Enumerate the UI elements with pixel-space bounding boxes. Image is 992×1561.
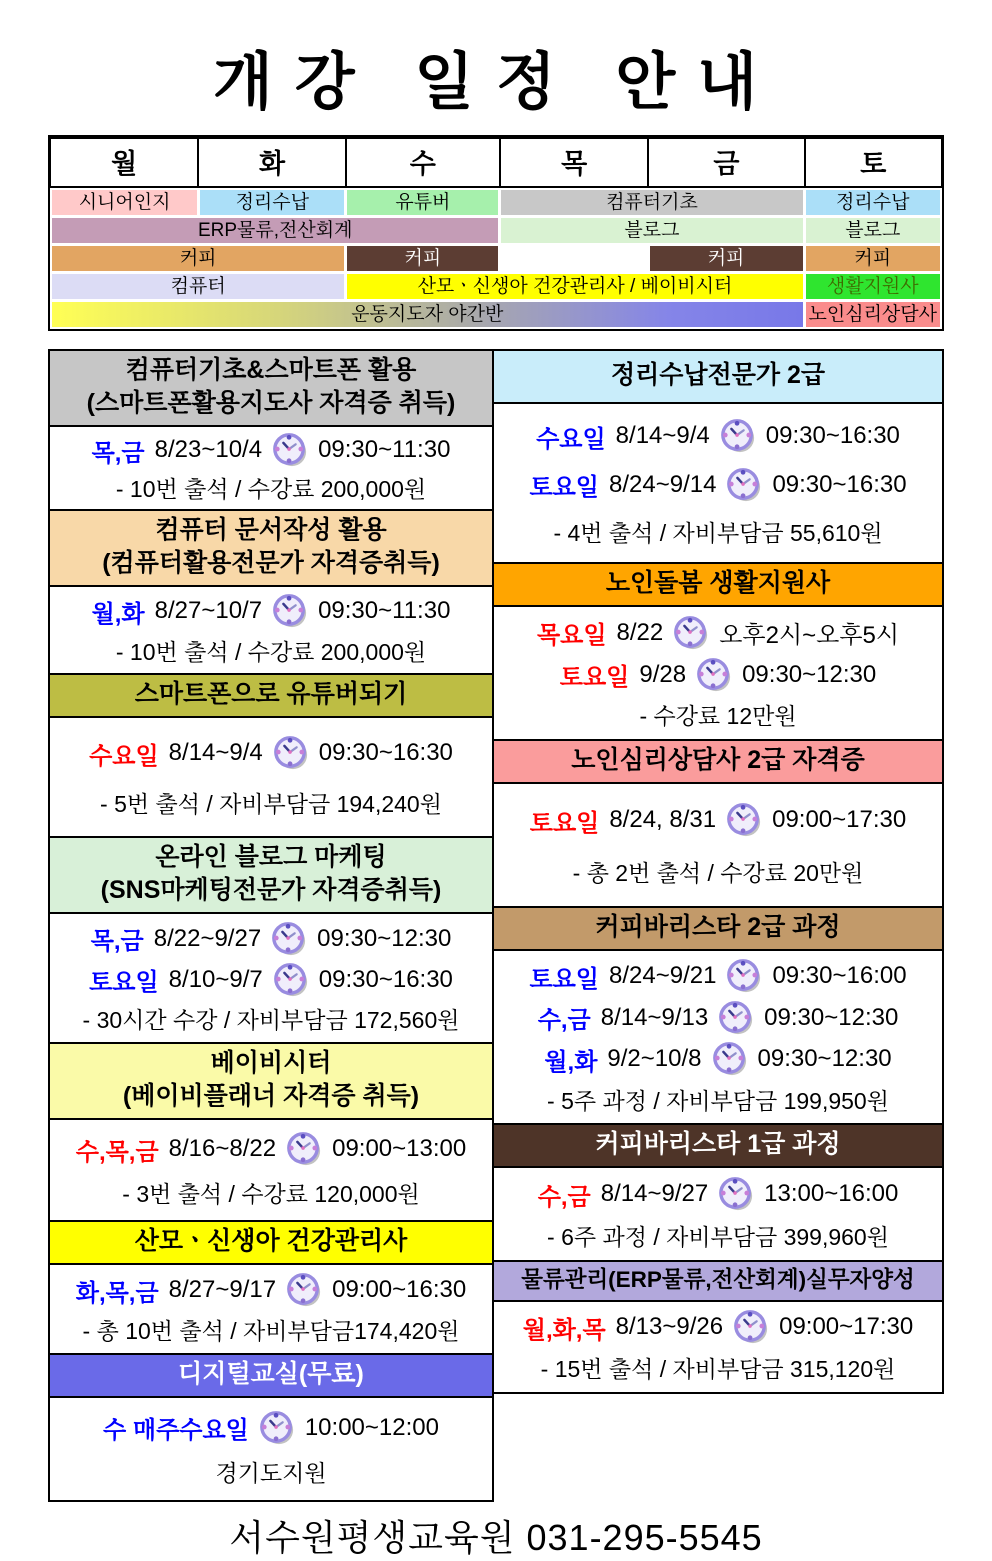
schedule-days: 월,화: [91, 600, 145, 628]
card-logistics-erp: [492, 1260, 944, 1394]
page-title: 개강 일정 안내: [212, 49, 780, 117]
schedule-time: 09:30~16:00: [772, 962, 907, 990]
course-title: 산모ㆍ신생아 건강관리사: [134, 1227, 408, 1255]
course-title: 정리수납전문가 2급: [610, 361, 826, 389]
course-title: 노인심리상담사 2급 자격증: [571, 746, 865, 774]
schedule-date: 8/23~10/4: [154, 436, 263, 463]
week-cell-postnatal-babysitter: 산모ㆍ신생아 건강관리사 / 베이비시터: [347, 274, 802, 299]
schedule-row: [498, 1309, 938, 1345]
schedule-days: 수요일: [89, 742, 159, 770]
schedule-row: [498, 657, 938, 693]
card-online-blog-marketing: [48, 836, 494, 1044]
schedule-date: 8/14~9/27: [600, 1180, 709, 1208]
card-smartphone-youtuber: [48, 673, 494, 838]
schedule-date: 9/28: [639, 660, 687, 688]
course-note: - 10번 출석 / 수강료 200,000원: [115, 476, 427, 502]
schedule-row: [498, 802, 938, 838]
week-cell-coffee-fri: 커피: [650, 246, 803, 271]
card-senior-psych-counselor: [492, 739, 944, 908]
card-computer-basic-smartphone: [48, 349, 494, 511]
course-note: 경기도지원: [215, 1460, 327, 1487]
course-header: [494, 908, 942, 951]
schedule-date: 8/27~9/17: [168, 1276, 277, 1303]
course-header: [50, 351, 492, 427]
week-cell-erp: ERP물류,전산회계: [52, 218, 498, 243]
clock-icon: [272, 593, 308, 629]
week-cell-blog-sat: 블로그: [806, 218, 940, 243]
schedule-days: 목,금: [90, 928, 144, 956]
card-computer-docs: [48, 509, 494, 675]
week-cell-coffee-sat: 커피: [806, 246, 940, 271]
day-header-thu: 목: [500, 137, 648, 188]
course-title: 물류관리(ERP물류,전산회계)실무자양성: [521, 1267, 915, 1292]
card-organizing-expert: [492, 349, 944, 564]
schedule-days: 수 매주수요일: [103, 1417, 249, 1445]
schedule-row: [498, 615, 938, 651]
card-postnatal-caregiver: [48, 1220, 494, 1355]
schedule-date: 8/24, 8/31: [609, 806, 717, 834]
course-header: [50, 1044, 492, 1120]
week-row-3: [52, 246, 940, 271]
schedule-row: [54, 1131, 488, 1167]
course-header: [494, 1125, 942, 1168]
schedule-row: [54, 593, 488, 629]
schedule-row: [498, 958, 938, 994]
card-coffee-barista-2: [492, 906, 944, 1125]
schedule-days: 수,금: [537, 1183, 591, 1211]
clock-icon: [286, 1272, 322, 1308]
schedule-date: 8/13~9/26: [615, 1313, 724, 1341]
schedule-date: 8/24~9/21: [609, 962, 717, 990]
week-row-1: [52, 190, 940, 215]
schedule-time: 09:30~11:30: [318, 597, 451, 625]
schedule-date: 8/14~9/13: [600, 1003, 709, 1031]
day-header-sat: 토: [805, 137, 942, 188]
schedule-time: 13:00~16:00: [764, 1180, 899, 1208]
schedule-time: 09:00~17:30: [779, 1313, 914, 1341]
day-header-tue: 화: [198, 137, 345, 188]
schedule-row: [498, 1000, 938, 1036]
course-note: - 수강료 12만원: [639, 703, 797, 730]
day-header-mon: 월: [50, 137, 198, 188]
week-schedule-table: [48, 135, 944, 331]
schedule-time: 09:30~12:30: [757, 1045, 892, 1073]
week-cell-computer-basic: 컴퓨터기초: [501, 190, 802, 215]
course-header: [494, 351, 942, 404]
right-column: [492, 349, 944, 1394]
course-subtitle: (컴퓨터활용전문가 자격증취득): [102, 549, 440, 577]
week-cell-organizing-sat: 정리수납: [806, 190, 940, 215]
schedule-time: 09:30~11:30: [318, 436, 451, 463]
course-header: [50, 1222, 492, 1265]
course-note: - 15번 출석 / 자비부담금 315,120원: [540, 1356, 896, 1382]
course-title: 디지털교실(무료): [178, 1360, 364, 1388]
schedule-row: [498, 1176, 938, 1212]
clock-icon: [271, 921, 307, 957]
clock-icon: [273, 735, 309, 771]
schedule-days: 토요일: [559, 664, 630, 691]
clock-icon: [286, 1131, 322, 1167]
schedule-days: 수,목,금: [75, 1138, 159, 1166]
week-cell-computer: 컴퓨터: [52, 274, 344, 299]
left-column: [48, 349, 494, 1502]
week-cell-senior-counselor: 노인심리상담사: [806, 302, 940, 327]
course-title: 베이비시터: [210, 1049, 332, 1077]
schedule-row: [498, 418, 938, 454]
course-header: [50, 838, 492, 914]
clock-icon: [273, 962, 309, 998]
course-header: [50, 1355, 492, 1398]
course-note: - 총 2번 출석 / 수강료 20만원: [572, 859, 864, 886]
week-body: [50, 188, 942, 329]
week-cell-coffee-wed: 커피: [347, 246, 498, 271]
schedule-row: [54, 432, 488, 468]
course-title: 커피바리스타 2급 과정: [595, 913, 841, 941]
course-note: - 5번 출석 / 자비부담금 194,240원: [100, 791, 442, 817]
schedule-days: 월,화: [544, 1048, 598, 1076]
week-cell-exercise-night: 운동지도자 야간반: [52, 302, 803, 327]
card-babysitter: [48, 1042, 494, 1222]
schedule-row: [498, 1041, 938, 1077]
card-digital-class-free: [48, 1353, 494, 1502]
course-note: - 4번 출석 / 자비부담금 55,610원: [553, 519, 883, 546]
clock-icon: [259, 1410, 295, 1446]
schedule-date: 8/24~9/14: [609, 470, 717, 498]
schedule-row: [498, 467, 938, 503]
course-title: 커피바리스타 1급 과정: [595, 1130, 841, 1158]
week-cell-senior: 시니어인지: [52, 190, 197, 215]
schedule-days: 목요일: [536, 622, 607, 650]
schedule-row: [54, 735, 488, 771]
course-subtitle: (SNS마케팅전문가 자격증취득): [100, 876, 442, 904]
course-cards: [48, 349, 944, 1502]
clock-icon: [712, 1041, 748, 1077]
course-title: 노인돌봄 생활지원사: [605, 569, 831, 597]
schedule-date: 8/27~10/7: [154, 597, 263, 625]
schedule-time: 10:00~12:00: [304, 1413, 439, 1441]
schedule-time: 09:00~17:30: [772, 806, 907, 834]
course-title: 컴퓨터 문서작성 활용: [155, 516, 387, 544]
day-header-wed: 수: [346, 137, 500, 188]
course-header: [494, 741, 942, 784]
week-row-2: [52, 218, 940, 243]
schedule-time: 09:30~16:30: [772, 470, 907, 498]
schedule-date: 8/14~9/4: [168, 739, 263, 766]
clock-icon: [718, 1000, 754, 1036]
course-header: [50, 511, 492, 587]
schedule-date: 8/22: [616, 618, 664, 646]
schedule-date: 8/22~9/27: [153, 924, 262, 952]
schedule-days: 월,화,목: [522, 1316, 606, 1344]
clock-icon: [726, 467, 762, 503]
clock-icon: [272, 432, 308, 468]
schedule-date: 8/14~9/4: [615, 422, 710, 450]
schedule-date: 8/10~9/7: [168, 965, 263, 993]
week-cell-life-support: 생활지원사: [806, 274, 940, 299]
schedule-date: 9/2~10/8: [607, 1045, 702, 1073]
week-cell-coffee-monTue: 커피: [52, 246, 344, 271]
clock-icon: [718, 1176, 754, 1212]
schedule-time: 09:30~12:30: [764, 1003, 899, 1031]
card-coffee-barista-1: [492, 1123, 944, 1262]
schedule-time: 09:30~16:30: [318, 739, 453, 766]
week-cell-youtuber: 유튜버: [347, 190, 498, 215]
schedule-time: 오후2시~오후5시: [719, 622, 900, 650]
schedule-time: 09:30~16:30: [765, 422, 900, 450]
schedule-days: 토요일: [529, 474, 599, 501]
schedule-days: 토요일: [529, 809, 600, 837]
schedule-time: 09:30~12:30: [742, 660, 877, 688]
schedule-days: 목,금: [91, 439, 145, 467]
schedule-row: [54, 921, 488, 957]
clock-icon: [673, 615, 709, 651]
schedule-row: [54, 1410, 488, 1446]
schedule-row: [54, 1272, 488, 1308]
schedule-time: 09:00~16:30: [332, 1276, 467, 1303]
course-subtitle: (스마트폰활용지도사 자격증 취득): [86, 389, 456, 417]
course-header: [494, 564, 942, 607]
course-note: - 10번 출석 / 수강료 200,000원: [115, 638, 427, 665]
week-header-row: [50, 137, 942, 188]
schedule-days: 토요일: [89, 969, 159, 996]
course-header: [50, 675, 492, 718]
week-cell-organizing-tue: 정리수납: [200, 190, 344, 215]
course-title: 온라인 블로그 마케팅: [155, 843, 387, 871]
clock-icon: [726, 802, 762, 838]
week-row-4: [52, 274, 940, 299]
day-header-fri: 금: [648, 137, 804, 188]
clock-icon: [720, 418, 756, 454]
clock-icon: [726, 958, 762, 994]
schedule-time: 09:30~16:30: [318, 965, 453, 993]
schedule-time: 09:00~13:00: [332, 1135, 467, 1162]
schedule-date: 8/16~8/22: [168, 1135, 277, 1162]
course-note: - 총 10번 출석 / 자비부담금174,420원: [82, 1318, 460, 1344]
footer-contact: 서수원평생교육원 031-295-5545: [229, 1517, 763, 1558]
week-row-5: [52, 302, 940, 327]
card-senior-care-support: [492, 562, 944, 741]
course-title: 컴퓨터기초&스마트폰 활용: [125, 356, 417, 384]
course-note: - 30시간 수강 / 자비부담금 172,560원: [82, 1007, 460, 1034]
course-note: - 6주 과정 / 자비부담금 399,960원: [547, 1223, 889, 1250]
schedule-time: 09:30~12:30: [317, 924, 452, 952]
course-note: - 5주 과정 / 자비부담금 199,950원: [547, 1087, 889, 1114]
course-note: - 3번 출석 / 수강료 120,000원: [122, 1181, 420, 1207]
schedule-days: 토요일: [529, 965, 599, 993]
schedule-days: 수요일: [536, 425, 606, 453]
clock-icon: [696, 657, 732, 693]
week-cell-blog-thufri: 블로그: [501, 218, 802, 243]
clock-icon: [733, 1309, 769, 1345]
course-title: 스마트폰으로 유튜버되기: [134, 680, 408, 708]
week-cell-empty: [501, 246, 646, 271]
schedule-row: [54, 962, 488, 998]
schedule-days: 수,금: [537, 1007, 591, 1035]
course-subtitle: (베이비플래너 자격증 취득): [122, 1082, 420, 1110]
course-header: [494, 1262, 942, 1302]
schedule-days: 화,목,금: [75, 1279, 159, 1307]
